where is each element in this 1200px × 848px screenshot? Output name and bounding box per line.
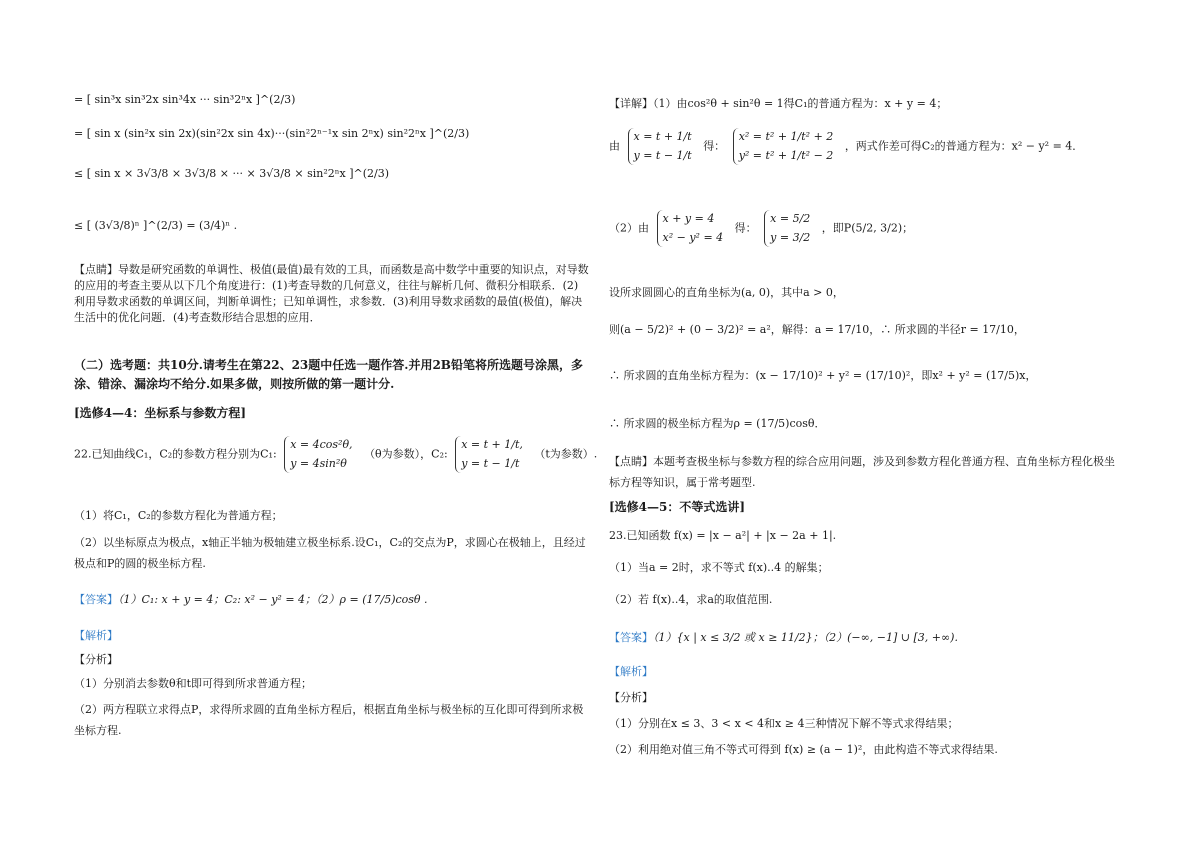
fenxi-label-right: 【分析】: [609, 691, 653, 704]
c2-row-x: x = t + 1/t,: [461, 438, 523, 451]
fenxi-2: （2）两方程联立求得点P，求得所求圆的直角坐标方程后，根据直角坐标与极坐标的互化即可得到所求极坐标方程.: [74, 703, 584, 737]
fenxi-1: （1）分别消去参数θ和t即可得到所求普通方程；: [74, 677, 313, 690]
c1-row-x: x = 4cos²θ,: [290, 438, 353, 451]
c2-sys1-row-y: y = t − 1/t: [633, 148, 692, 162]
c2-row-y: y = t − 1/t: [461, 456, 520, 470]
q23-part-2: （2）若 f(x)..4，求a的取值范围.: [609, 593, 773, 606]
c1-row-y: y = 4sin²θ: [290, 456, 347, 470]
q23-answer: [609, 630, 958, 646]
q22-answer: [74, 592, 428, 608]
xiangjie-3-suffix: ，即P(5/2, 3/2)；: [821, 221, 914, 235]
xiangjie-3-mid: 得：: [734, 221, 757, 235]
circle-equation: 则(a − 5/2)² + (0 − 3/2)² = a²，解得：a = 17/10，∴ 所求圆的半径r = 17/10，: [609, 323, 1025, 336]
formula-line-2: = [ sin x (sin²x sin 2x)(sin²2x sin 4x)···(sin²2ⁿ⁻¹x sin 2ⁿx) sin²2ⁿx ]^(2/3): [74, 127, 470, 140]
q22-prefix: 22.已知曲线C₁，C₂的参数方程分别为C₁:: [74, 447, 277, 461]
xiangjie-2-mid: 得：: [703, 139, 726, 153]
c2-sys1-row-x: x = t + 1/t: [633, 130, 692, 143]
c2-system-1: [628, 128, 696, 165]
dianjing-title: 【点睛】: [74, 263, 118, 276]
answer-text-right: （1）{x | x ≤ 3/2 或 x ≥ 11/2}；（2）(−∞, −1] ∪ [3, +∞).: [653, 631, 958, 644]
question-23-stem: 23.已知函数 f(x) = |x − a²| + |x − 2a + 1|.: [609, 529, 837, 542]
formula-line-4: ≤ [ (3√3/8)ⁿ ]^(2/3) = (3/4)ⁿ .: [74, 219, 238, 232]
circle-rect-equation: ∴ 所求圆的直角坐标方程为：(x − 17/10)² + y² = (17/10)²，即x² + y² = (17/5)x，: [609, 369, 1037, 382]
dianjing-title-right: 【点睛】: [609, 455, 653, 468]
fenxi-label: 【分析】: [74, 653, 118, 666]
dianjing-text: 导数是研究函数的单调性、极值(最值)最有效的工具，而函数是高中数学中重要的知识点，对导数的应用的考查主要从以下几个角度进行：(1)考查导数的几何意义，往往与解析几何、微积分相联系．(2)利用导数求函数的单调区间，判断单调性；已知单调性，求参数．(3)利用导数求函数的最值(极值)，解决生活中的优化问题．(4)考查数形结合思想的应用．: [74, 263, 589, 324]
elective-heading-4-4: [选修4—4：坐标系与参数方程]: [74, 406, 247, 420]
jiexi-label: 【解析】: [74, 629, 118, 642]
section-heading: （二）选考题：共10分.请考生在第22、23题中任选一题作答.并用2B铅笔将所选题号涂黑，多涂、错涂、漏涂均不给分.如果多做，则按所做的第一题计分.: [74, 358, 583, 392]
circle-polar-equation: ∴ 所求圆的极坐标方程为ρ = (17/5)cosθ．: [609, 417, 826, 430]
c2-note: （t为参数）.: [534, 447, 598, 461]
question-22-stem: [74, 436, 597, 473]
xiangjie-2-prefix: 由: [609, 139, 620, 153]
q22-part-2: （2）以坐标原点为极点，x轴正半轴为极轴建立极坐标系.设C₁，C₂的交点为P，求圆心在极轴上，且经过极点和P的圆的极坐标方程.: [74, 536, 586, 570]
fenxi-2-right: （2）利用绝对值三角不等式可得到 f(x) ≥ (a − 1)²，由此构造不等式求得结果.: [609, 743, 998, 756]
xiangjie-3: [609, 210, 913, 247]
xiangjie-2: [609, 128, 1083, 165]
circle-center: 设所求圆圆心的直角坐标为(a, 0)，其中a > 0，: [609, 286, 844, 299]
c1-param-system: [284, 436, 356, 473]
dianjing-paragraph: [74, 262, 589, 326]
c2-param-system: [455, 436, 527, 473]
intersection-row-2: x² − y² = 4: [662, 230, 724, 244]
jiexi-label-right: 【解析】: [609, 665, 653, 678]
answer-label: 【答案】: [74, 593, 118, 606]
xiangjie-2-suffix: ，两式作差可得C₂的普通方程为：x² − y² = 4．: [844, 139, 1084, 153]
xiangjie-1: 【详解】（1）由cos²θ + sin²θ = 1得C₁的普通方程为：x + y = 4；: [609, 97, 948, 110]
intersection-row-1: x + y = 4: [662, 212, 715, 225]
intersection-solution: [764, 210, 814, 247]
q22-part-1: （1）将C₁，C₂的参数方程化为普通方程；: [74, 509, 283, 522]
dianjing-paragraph-right: [609, 452, 1124, 494]
solution-row-y: y = 3/2: [770, 230, 811, 244]
c1-note: （θ为参数），C₂:: [364, 447, 448, 461]
c2-sys2-row-x: x² = t² + 1/t² + 2: [738, 130, 834, 143]
formula-line-3: ≤ [ sin x × 3√3/8 × 3√3/8 × ··· × 3√3/8 × sin²2ⁿx ]^(2/3): [74, 167, 390, 180]
c2-sys2-row-y: y² = t² + 1/t² − 2: [738, 148, 834, 162]
answer-label-right: 【答案】: [609, 631, 653, 644]
q23-part-1: （1）当a = 2时，求不等式 f(x)..4 的解集；: [609, 561, 829, 574]
xiangjie-3-prefix: （2）由: [609, 221, 649, 235]
intersection-system: [657, 210, 728, 247]
c2-system-2: [733, 128, 838, 165]
elective-heading-4-5: [选修4—5：不等式选讲]: [609, 500, 746, 514]
dianjing-text-right: 本题考查极坐标与参数方程的综合应用问题，涉及到参数方程化普通方程、直角坐标方程化极坐标方程等知识，属于常考题型.: [609, 455, 1115, 489]
fenxi-1-right: （1）分别在x ≤ 3、3 < x < 4和x ≥ 4三种情况下解不等式求得结果；: [609, 717, 959, 730]
answer-text: （1）C₁: x + y = 4；C₂: x² − y² = 4；（2）ρ = (17/5)cosθ .: [118, 593, 428, 606]
formula-line-1: = [ sin³x sin³2x sin³4x ··· sin³2ⁿx ]^(2/3): [74, 93, 296, 106]
solution-row-x: x = 5/2: [770, 212, 811, 225]
